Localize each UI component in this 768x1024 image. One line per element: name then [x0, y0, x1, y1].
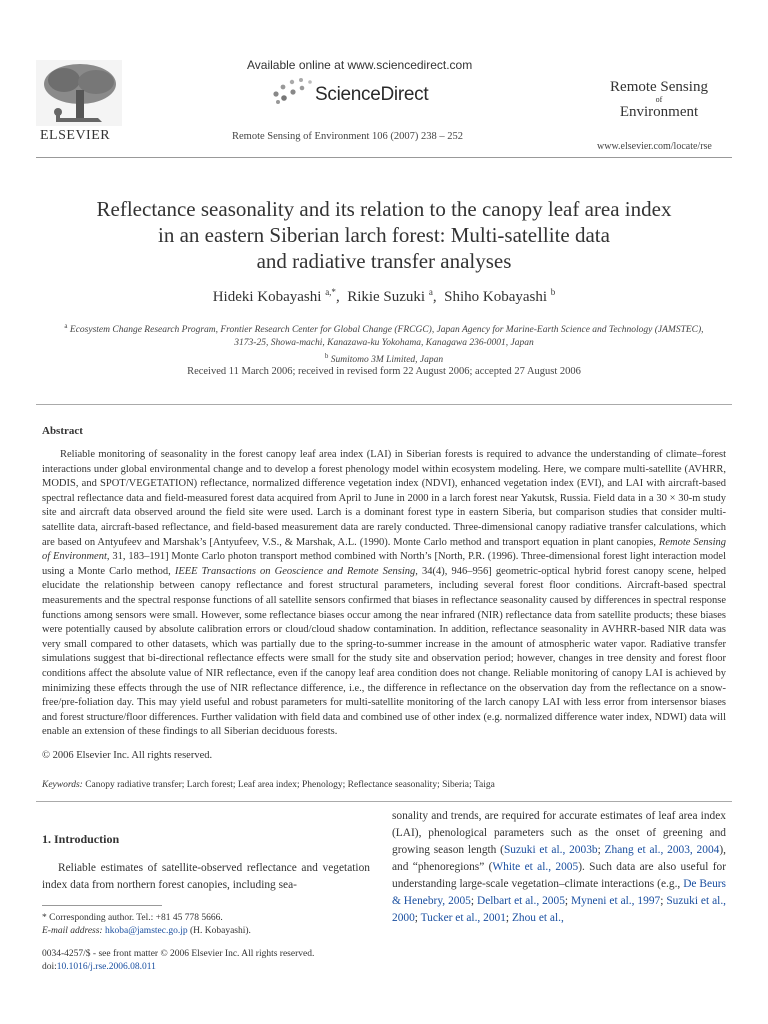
citation-link[interactable]: Tucker et al., 2001	[420, 912, 506, 924]
citation-link[interactable]: Zhou et al.,	[511, 912, 564, 924]
affiliation-a-line2: 3173-25, Showa-machi, Kanazawa-ku Yokohama, Kanagawa 236-0001, Japan	[234, 338, 534, 349]
citation-link[interactable]: Zhang et al., 2003, 2004	[604, 844, 720, 856]
intro-text: ;	[414, 912, 421, 924]
journal-url-link[interactable]: www.elsevier.com/locate/rse	[597, 141, 712, 152]
article-title	[40, 196, 728, 274]
intro-text: ), and “phenoregions” (	[392, 844, 726, 873]
citation-link[interactable]: Myneni et al., 1997	[571, 895, 661, 907]
corresponding-author: * Corresponding author. Tel.: +81 45 778 5666.	[42, 913, 223, 923]
title-line-2: in an eastern Siberian larch forest: Multi-satellite data	[158, 223, 610, 247]
journal-logo	[600, 79, 718, 121]
footnote-corresponding	[42, 912, 372, 938]
author-affiliation-mark[interactable]: a,*	[325, 287, 336, 297]
available-online-text[interactable]: Available online at www.sciencedirect.com	[247, 58, 473, 72]
abstract-divider	[36, 404, 732, 405]
abstract-heading: Abstract	[42, 425, 83, 437]
journal-logo-line3: Environment	[619, 104, 699, 120]
abstract-journal-1: Remote Sensing of Environment	[42, 536, 726, 563]
intro-right-column	[392, 808, 726, 927]
issn-line: 0034-4257/$ - see front matter © 2006 Elsevier Inc. All rights reserved.	[42, 949, 315, 959]
intro-text: ;	[505, 912, 512, 924]
citation-link[interactable]: Delbart et al., 2005	[476, 895, 565, 907]
affiliation-b	[40, 350, 728, 367]
received-dates: Received 11 March 2006; received in revised form 22 August 2006; accepted 27 August 2006	[187, 366, 581, 377]
intro-text: ;	[660, 895, 667, 907]
affiliation-a-mark: a	[64, 322, 68, 330]
email-line	[42, 925, 372, 938]
author-name: Hideki Kobayashi	[212, 289, 322, 305]
publisher-name: ELSEVIER	[40, 128, 111, 143]
intro-text: ). Such data are also useful for understanding large-scale vegetation–climate interactions (e.g.,	[392, 861, 726, 890]
intro-text: sonality and trends, are required for accurate estimates of leaf area index (LAI), phenological parameters such as the onset of greening and growing season length (	[392, 810, 726, 856]
keywords	[42, 780, 726, 790]
affiliations	[40, 320, 728, 367]
abstract-copyright: © 2006 Elsevier Inc. All rights reserved.	[42, 750, 213, 761]
author-list: Hideki Kobayashi $^{a,*}$, Rikie Suzuki $^a$, Shiho Kobayashi $^b$	[212, 287, 556, 305]
journal-logo-line1: Remote Sensing	[610, 79, 708, 95]
sciencedirect-dots-icon	[270, 76, 314, 104]
affiliation-a	[40, 320, 728, 337]
citation-link[interactable]: Suzuki et al., 2000	[392, 895, 727, 924]
journal-citation-line: Remote Sensing of Environment 106 (2007) 238 – 252	[232, 131, 463, 142]
keywords-label: Keywords:	[42, 780, 83, 790]
affiliation-b-text: Sumitomo 3M Limited, Japan	[330, 355, 444, 366]
email-label: E-mail address:	[42, 926, 103, 936]
sciencedirect-wordmark: ScienceDirect	[315, 84, 429, 105]
intro-left-column: Reliable estimates of satellite-observed reflectance and vegetation index data from northern forest canopies, including sea-	[42, 862, 370, 891]
intro-text: ;	[597, 844, 605, 856]
header-divider	[36, 157, 732, 158]
doi-link[interactable]: 10.1016/j.rse.2006.08.011	[56, 962, 156, 972]
section-heading-introduction: 1. Introduction	[42, 832, 120, 846]
doi-prefix: doi:	[42, 962, 57, 972]
affiliation-a-line1: Ecosystem Change Research Program, Frontier Research Center for Global Change (FRCGC), Japan Agency for Marine-Earth Science and Technology (JAMSTEC),	[69, 325, 704, 336]
title-line-1: Reflectance seasonality and its relation to the canopy leaf area index	[96, 197, 672, 221]
affiliation-b-mark: b	[324, 352, 329, 361]
intro-text: ;	[470, 895, 477, 907]
abstract-part-1: Reliable monitoring of seasonality in the forest canopy leaf area index (LAI) in Siberian forests is required to advance the understanding of climate–forest interactions under global environmental change and to develop a forest phenology model within ecosystem modeling. Here, we compare multi-satellite (AVHRR, MODIS, and SPOT/VEGETATION) reflectance, normalized difference vegetation index (NDVI), enhanced vegetation index (EVI), and LAI with aircraft-based spectral reflectance data and field-measured forest data acquired from April to June in 2000 in a larch forest near Yakutsk, Russia. Field data in a 30 × 30-m study site and aircraft data observed around the field site were used. Larch is a dominant forest type in eastern Siberia, but comparison studies that consider multi-satellite data, aircraft-based reflectance, and field-based measurement data are rarely conducted. Three-dimensional canopy radiative transfer calculations, which are based on Antyufeev and Marshak’s [Antyufeev, V.S., & Marshak, A.L. (1990). Monte Carlo method and transport equation in plant canopies,	[42, 449, 726, 548]
email-suffix: (H. Kobayashi).	[187, 926, 251, 936]
intro-text: ;	[564, 895, 572, 907]
author-name: Rikie Suzuki	[347, 289, 426, 305]
citation-link[interactable]: Suzuki et al., 2003b	[503, 844, 598, 856]
citation-link[interactable]: De Beurs & Henebry, 2005	[392, 878, 726, 907]
author-affiliation-mark[interactable]: b	[550, 287, 556, 297]
abstract-journal-2: IEEE Transactions on Geoscience and Remote Sensing	[174, 565, 416, 577]
doi-line	[42, 961, 372, 974]
author-affiliation-mark[interactable]: a	[428, 287, 433, 297]
footnote-divider	[42, 905, 162, 906]
keywords-divider	[36, 801, 732, 802]
author-name: Shiho Kobayashi	[444, 289, 548, 305]
issn-block	[42, 948, 372, 974]
title-line-3: and radiative transfer analyses	[256, 249, 512, 273]
email-link[interactable]: hkoba@jamstec.go.jp	[104, 926, 188, 936]
journal-logo-of: of	[655, 95, 663, 104]
abstract-part-2: , 31, 183–191] Monte Carlo photon transport method combined with North’s [North, P.R. (1996). Three-dimensional forest light interaction model using a Monte Carlo method,	[42, 551, 726, 577]
citation-link[interactable]: White et al., 2005	[492, 861, 579, 873]
abstract-part-3: , 34(4), 946–956] geometric-optical hybrid forest canopy scene, helped elucidate the relationship between canopy reflectance and forest structural parameters, including several forest floor conditions. Aircraft-based spectral measurements and the spectral response functions of all satellite sensors confirmed that biases in reflectance seasonality caused by differences in spectral response functions among sensors were small. However, some reflectance biases occur among the near infrared (NIR) reflectance data from satellite products; these biases were potentially caused by absolute calibration errors or cloud/cloud shadow contamination. In addition, reflectance seasonality in AVHRR-based NIR data was very small compared to other datasets, which was partially due to the spring-to-summer increase in the amount of atmospheric water vapor. Radiative transfer simulations suggest that bi-directional reflectance effects were small for the study site and observation period; however, changes in tree density and forest floor conditions affect the absolute value of NIR reflectance, even if the canopy leaf area condition does not change. Reliable monitoring of canopy LAI is achieved by minimizing these effects through the use of NIR reflectance difference, i.e., the difference in reflectance on the observation day from the reflectance on a snow-free/pre-foliation day. This may yield useful and robust parameters for multi-satellite monitoring of the larch canopy LAI with less error from intersensor biases and forest structure/floor differences. Further validation with field data and combined use of other index (e.g. normalized difference water index, NDWI) data will enable an extension of these findings to all Siberian deciduous forests.	[42, 565, 726, 738]
keywords-list: Canopy radiative transfer; Larch forest; Leaf area index; Phenology; Reflectance seasonality; Siberia; Taiga	[85, 780, 495, 790]
abstract-text	[42, 448, 726, 740]
